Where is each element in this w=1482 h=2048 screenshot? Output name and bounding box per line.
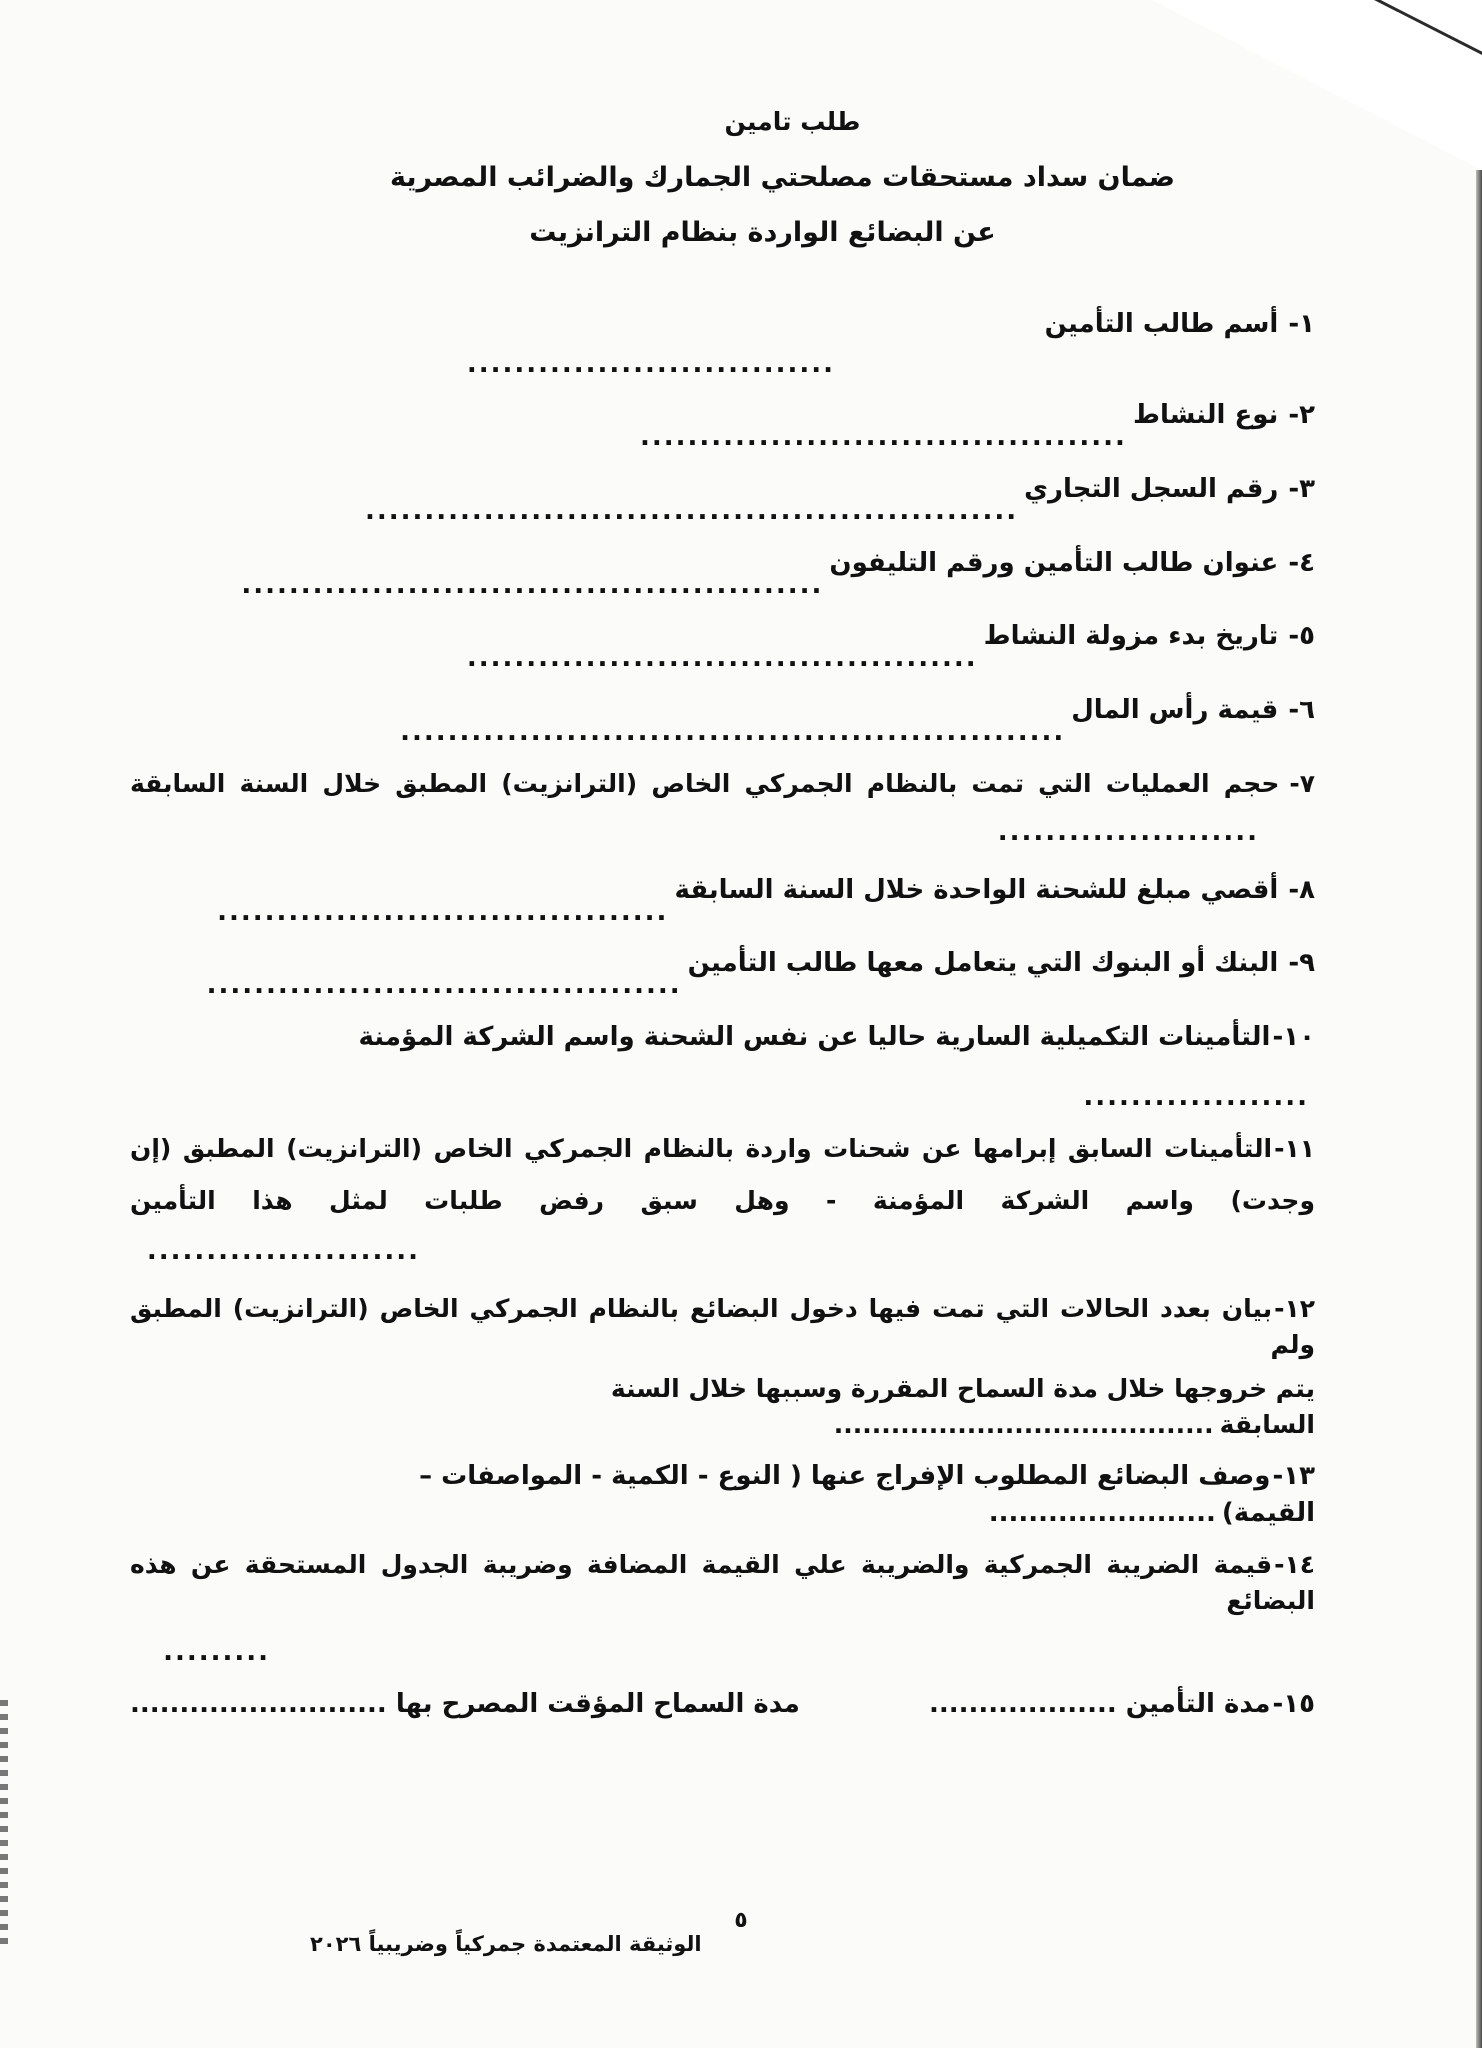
item-number: ١- <box>1288 309 1315 339</box>
fill-line[interactable]: ............................... <box>466 348 835 379</box>
fill-line[interactable]: ................... <box>1083 1081 1309 1112</box>
item-label: حجم العمليات التي تمت بالنظام الجمركي الخاص (الترانزيت) المطبق خلال السنة السابقة <box>130 768 1280 798</box>
form-body <box>130 95 1315 1719</box>
item-number: ٣- <box>1288 474 1315 505</box>
fill-line[interactable]: ........................................... <box>466 643 978 674</box>
form-item-8 <box>130 872 1315 932</box>
fill-line[interactable]: ...................................... <box>217 896 669 927</box>
fill-line[interactable]: ........................................................ <box>400 717 1066 748</box>
fill-line[interactable]: ...................... <box>997 817 1259 848</box>
item-label: البنك أو البنوك التي يتعامل معها طالب التأمين <box>687 948 1279 979</box>
item-label-continued: وجدت) واسم الشركة المؤمنة - وهل سبق رفض طلبات لمثل هذا التأمين <box>130 1185 1315 1215</box>
form-subtitle: ضمان سداد مستحقات مصلحتي الجمارك والضرائب المصرية <box>390 162 1175 193</box>
form-item-15 <box>130 1689 1315 1719</box>
item-label: عنوان طالب التأمين ورقم التليفون <box>829 547 1279 578</box>
item-number: ١٥- <box>1272 1689 1315 1720</box>
fill-line[interactable]: ....................... <box>146 1236 420 1266</box>
fill-line[interactable]: ....................... <box>988 1498 1216 1529</box>
item-number: ١٢- <box>1274 1293 1315 1323</box>
fill-line[interactable]: ......................................... <box>639 422 1127 453</box>
item-number: ٢- <box>1288 400 1315 431</box>
fill-line-permitted-period[interactable]: .......................... <box>130 1689 387 1720</box>
item-label: التأمينات التكميلية السارية حاليا عن نفس الشحنة واسم الشركة المؤمنة <box>358 1022 1271 1053</box>
item-number: ١٤- <box>1274 1550 1315 1580</box>
form-item-11 <box>130 1131 1315 1271</box>
item-number: ٨- <box>1288 874 1315 905</box>
form-item-3 <box>130 471 1315 531</box>
item-label: قيمة الضريبة الجمركية والضريبة علي القيمة المضافة وضريبة الجدول المستحقة عن هذه البضائع <box>130 1550 1315 1616</box>
document-footer: الوثيقة المعتمدة جمركياً وضريبياً ٢٠٢٦ <box>310 1932 702 1956</box>
item-label: وصف البضائع المطلوب الإفراج عنها ( النوع - الكمية - المواصفات – القيمة) <box>419 1460 1315 1529</box>
fill-line[interactable]: ........................................ <box>206 970 682 1001</box>
item-label: رقم السجل التجاري <box>1024 474 1279 505</box>
form-item-13 <box>130 1458 1315 1533</box>
item-number: ٥- <box>1288 621 1315 652</box>
item-label: مدة التأمين <box>1125 1689 1271 1720</box>
fill-line[interactable]: ....................................................... <box>364 496 1019 527</box>
item-label: التأمينات السابق إبرامها عن شحنات واردة بالنظام الجمركي الخاص (الترانزيت) المطبق (إن <box>130 1133 1273 1163</box>
fill-line[interactable]: ........................................ <box>833 1410 1214 1440</box>
form-item-9 <box>130 945 1315 1005</box>
form-item-5 <box>130 618 1315 678</box>
form-item-2 <box>130 397 1315 457</box>
item-label-continued: يتم خروجها خلال مدة السماح المقررة وسببها خلال السنة السابقة <box>610 1374 1315 1440</box>
form-item-1 <box>130 306 1315 383</box>
item-label: أقصي مبلغ للشحنة الواحدة خلال السنة السابقة <box>674 874 1279 905</box>
fill-line[interactable]: ................... <box>929 1689 1117 1720</box>
form-item-10 <box>130 1019 1315 1116</box>
item-label: نوع النشاط <box>1132 400 1279 431</box>
item-label: بيان بعدد الحالات التي تمت فيها دخول البضائع بالنظام الجمركي الخاص (الترانزيت) المطبق ولم <box>130 1293 1315 1359</box>
form-title: طلب تامين <box>724 107 861 136</box>
fill-line[interactable]: ................................................. <box>241 569 824 600</box>
form-item-12 <box>130 1291 1315 1444</box>
form-subtitle-2: عن البضائع الواردة بنظام الترانزيت <box>529 217 996 248</box>
item-number: ١٣- <box>1272 1460 1315 1491</box>
form-item-14 <box>130 1547 1315 1671</box>
fill-line[interactable]: ......... <box>163 1636 270 1667</box>
form-item-7 <box>130 766 1315 852</box>
form-item-4 <box>130 545 1315 605</box>
item-number: ٦- <box>1288 695 1315 726</box>
item-label-permitted-period: مدة السماح المؤقت المصرح بها <box>395 1689 800 1720</box>
item-label: قيمة رأس المال <box>1071 695 1279 726</box>
item-number: ٧- <box>1289 768 1315 798</box>
scan-edge-right <box>1476 170 1482 2048</box>
item-number: ١٠- <box>1272 1022 1315 1053</box>
item-label: تاريخ بدء مزولة النشاط <box>983 621 1279 652</box>
form-item-6 <box>130 692 1315 752</box>
item-number: ٩- <box>1288 948 1315 979</box>
page-number: ٥ <box>734 1908 748 1933</box>
item-label: أسم طالب التأمين <box>1044 309 1279 339</box>
item-number: ١١- <box>1274 1133 1315 1163</box>
item-number: ٤- <box>1288 547 1315 578</box>
